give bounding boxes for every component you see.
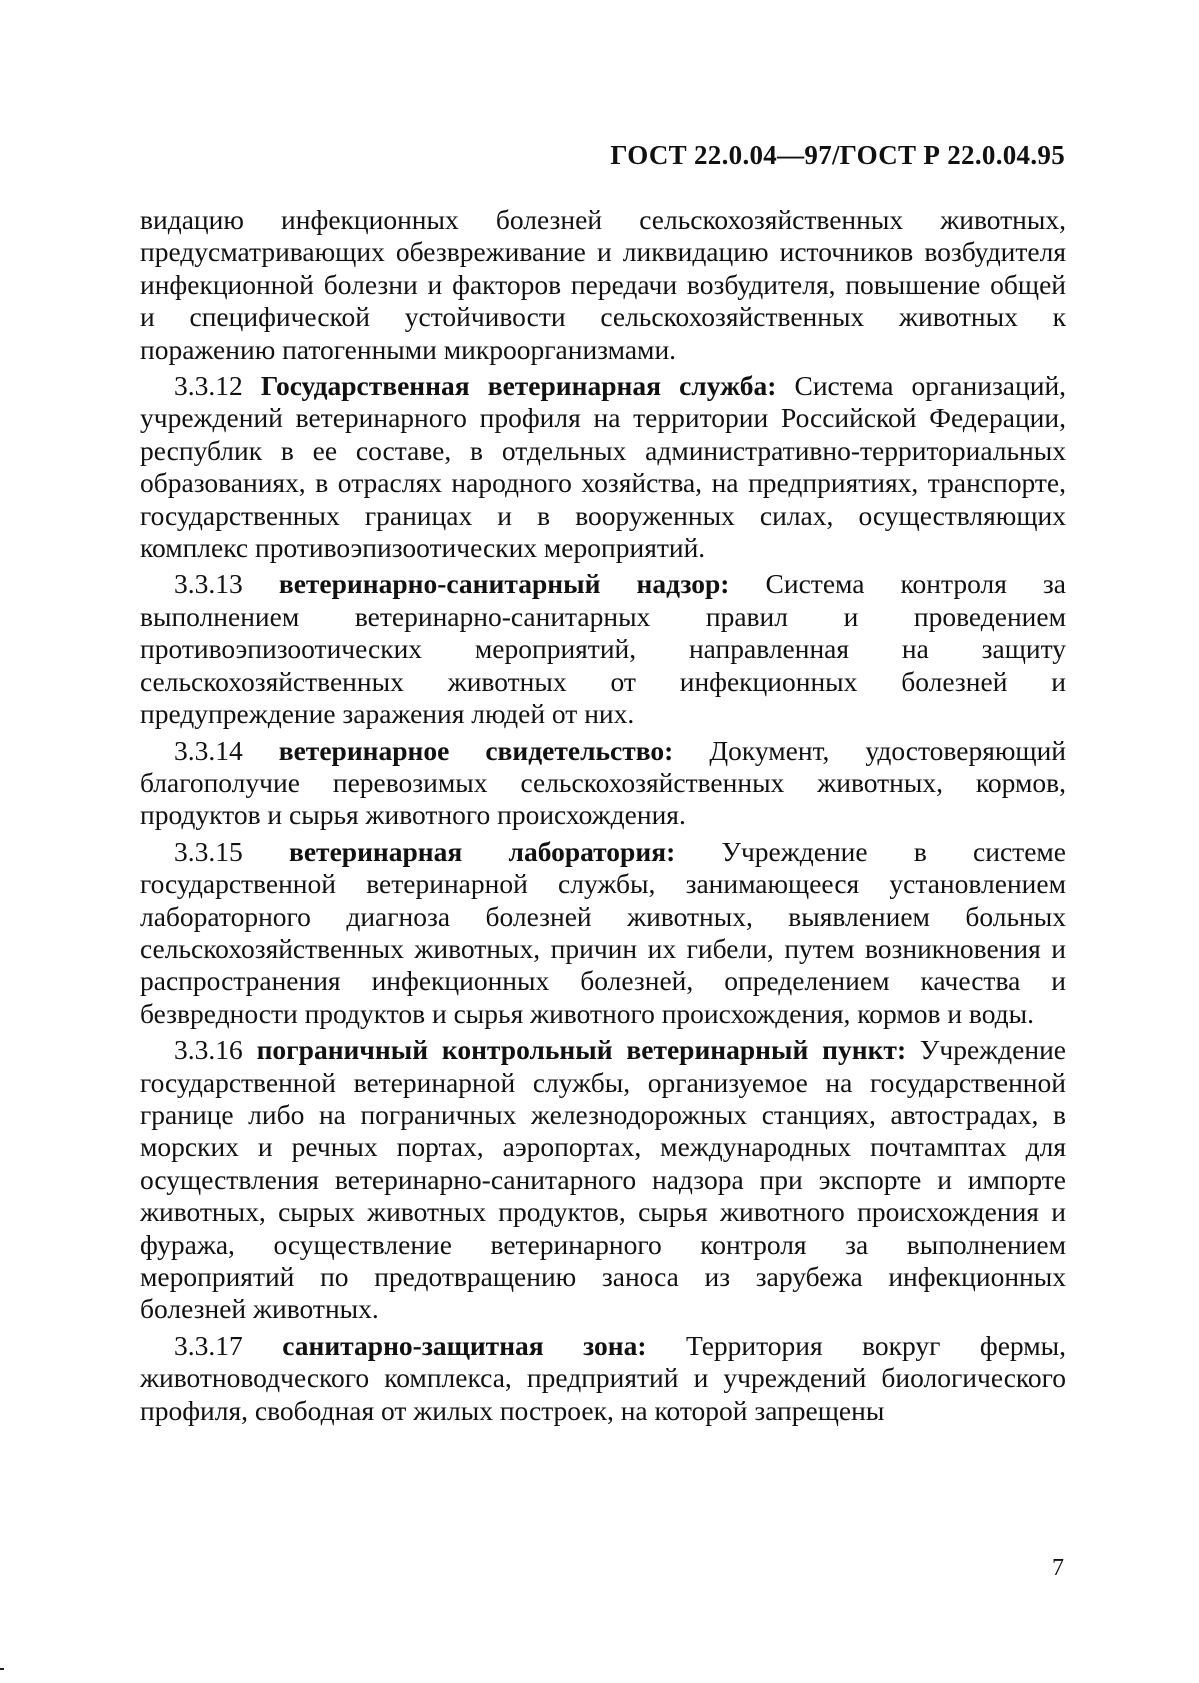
paragraph-text: видацию инфекционных болезней сельскохозяйственных животных, предусматривающих обезвреживание и ликвидацию источников возбудителя инфекционной болезни и факторов передачи возбудителя, повышение общей и специфической устойчивости сельскохозяйственных животных к поражению патогенными микроорганизмами. — [140, 204, 1066, 365]
clause-number: 3.3.16 — [174, 1034, 243, 1066]
clause-number: 3.3.14 — [174, 734, 243, 766]
definition-text: Учреждение государственной ветеринарной службы, организуемое на государственной границе либо на пограничных железнодорожных станциях, автострадах, в морских и речных портах, аэропортах, международных почтамптах для осуществления ветеринарно-санитарного надзора при экспорте и импорте животных, сырых животных продуктов, сырья животного происхождения и фуража, осуществление ветеринарного контроля за выполнением мероприятий по предотвращению заноса из зарубежа инфекционных болезней животных. — [140, 1034, 1067, 1325]
definition-3-3-12 — [140, 370, 1066, 564]
defined-term: санитарно-защитная зона: — [282, 1329, 647, 1361]
definition-3-3-14 — [140, 735, 1066, 832]
clause-number: 3.3.15 — [174, 835, 243, 867]
definition-text: Система организаций, учреждений ветеринарного профиля на территории Российской Федерации, республик в ее составе, в отдельных административно-территориальных образованиях, в отраслях народного хозяйства, на предприятиях, транспорте, государственных границах и в вооруженных силах, осуществляющих комплекс противоэпизоотических мероприятий. — [140, 370, 1067, 564]
standard-code-header: ГОСТ 22.0.04—97/ГОСТ Р 22.0.04.95 — [610, 140, 1065, 170]
definition-3-3-13 — [140, 568, 1066, 730]
definition-text: Учреждение в системе государственной ветеринарной службы, занимающееся установлением лабораторного диагноза болезней животных, выявлением больных сельскохозяйственных животных, причин их гибели, путем возникновения и распространения инфекционных болезней, определением качества и безвредности продуктов и сырья животного происхождения, кормов и воды. — [140, 835, 1067, 1029]
definition-text: Документ, удостоверяющий благополучие перевозимых сельскохозяйственных животных, кормов, продуктов и сырья животного происхождения. — [140, 734, 1066, 831]
definition-3-3-17 — [140, 1330, 1066, 1427]
page-number: 7 — [1052, 1555, 1064, 1581]
definition-text: Система контроля за выполнением ветеринарно-санитарных правил и проведением противоэпизоотических мероприятий, направленная на защиту сельскохозяйственных животных от инфекционных болезней и предупреждение заражения людей от них. — [140, 568, 1066, 730]
defined-term: пограничный контрольный ветеринарный пункт: — [256, 1034, 907, 1066]
scan-margin-mark — [0, 1668, 4, 1670]
definition-3-3-15 — [140, 836, 1066, 1030]
defined-term: ветеринарное свидетельство: — [278, 734, 674, 766]
paragraph-continuation — [140, 204, 1066, 366]
document-body — [140, 204, 1066, 1431]
clause-number: 3.3.12 — [174, 370, 243, 402]
clause-number: 3.3.13 — [174, 568, 243, 600]
definition-3-3-16 — [140, 1034, 1066, 1326]
definition-text: Территория вокруг фермы, животноводческого комплекса, предприятий и учреждений биологического профиля, свободная от жилых построек, на которой запрещены — [140, 1329, 1066, 1426]
defined-term: Государственная ветеринарная служба: — [260, 370, 777, 402]
defined-term: ветеринарная лаборатория: — [289, 835, 676, 867]
defined-term: ветеринарно-санитарный надзор: — [278, 568, 730, 600]
clause-number: 3.3.17 — [174, 1329, 243, 1361]
